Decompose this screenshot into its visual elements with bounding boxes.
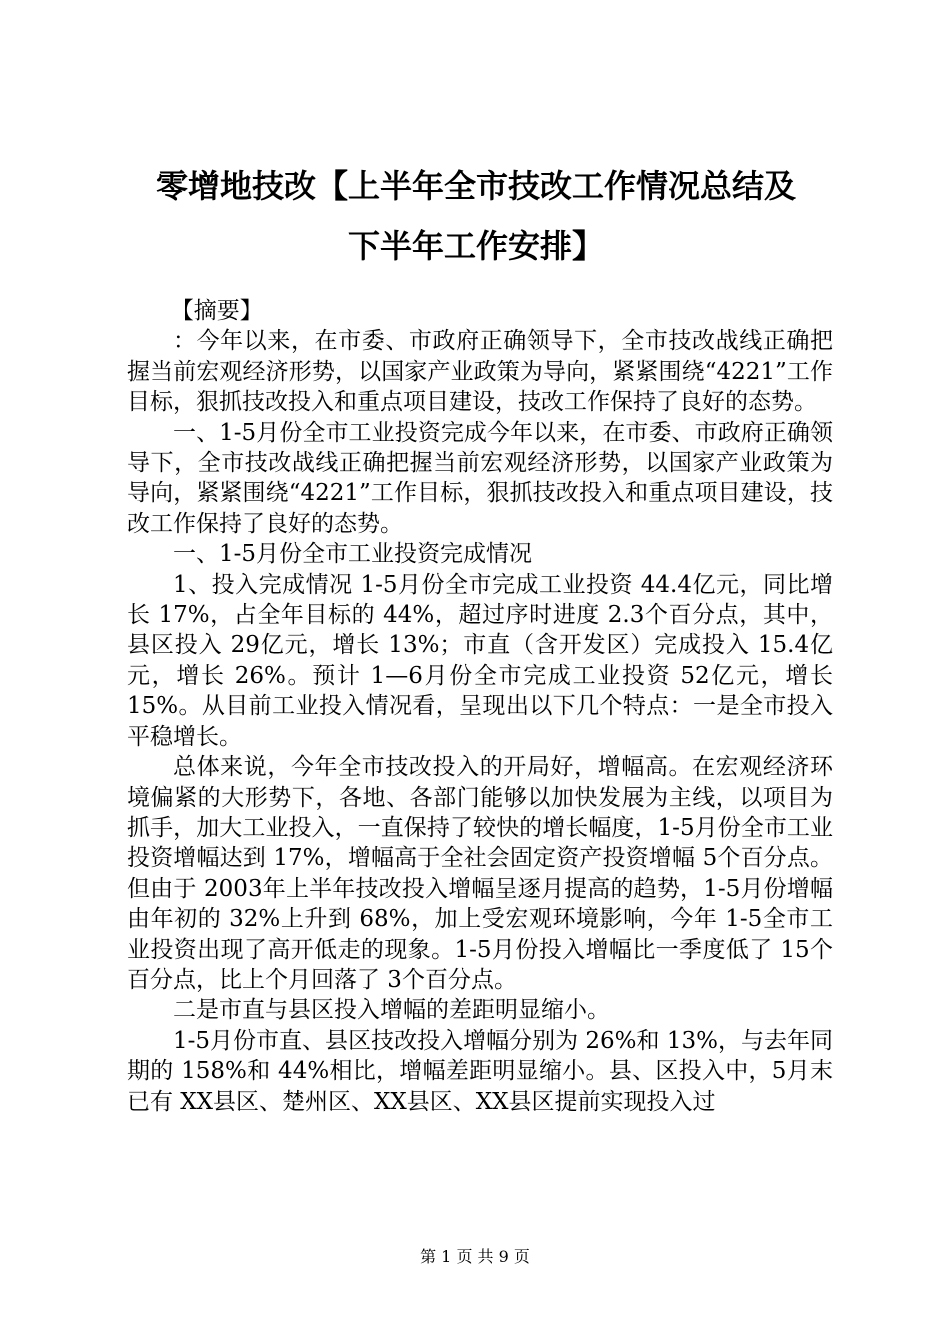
- paragraph: 1-5月份市直、县区技改投入增幅分别为 26%和 13%，与去年同期的 158%和 44%相比，增幅差距明显缩小。县、区投入中，5月末已有 XX县区、楚州区、XX县区、XX县区提前实现投入过: [127, 1027, 833, 1115]
- paragraph: 二是市直与县区投入增幅的差距明显缩小。: [173, 997, 610, 1024]
- title-line-1: 零增地技改【上半年全市技改工作情况总结及: [155, 167, 796, 205]
- paragraph: 1、投入完成情况 1-5月份全市完成工业投资 44.4亿元，同比增长 17%，占全年目标的 44%，超过序时进度 2.3个百分点，其中，县区投入 29亿元，增长 13%；市直（含开发区）完成投入 15.4亿元，增长 26%。预计 1—6月份全市完成工业投资 52亿元，增长 15%。从目前工业投入情况看，呈现出以下几个特点：一是全市投入平稳增长。: [127, 571, 833, 750]
- section-heading: 一、1-5月份全市工业投资完成情况: [173, 541, 533, 568]
- page-footer: 第 1 页 共 9 页: [420, 1247, 530, 1266]
- paragraph-abstract: ：今年以来，在市委、市政府正确领导下，全市技改战线正确把握当前宏观经济形势，以国家产业政策为导向，紧紧围绕“4221”工作目标，狠抓技改投入和重点项目建设，技改工作保持了良好的态势。: [127, 328, 833, 416]
- title-line-2: 下半年工作安排】: [347, 227, 604, 265]
- document-body: [127, 296, 833, 1117]
- document-title: [120, 156, 832, 276]
- abstract-label: 【摘要】: [170, 298, 263, 324]
- paragraph: 总体来说，今年全市技改投入的开局好，增幅高。在宏观经济环境偏紧的大形势下，各地、各部门能够以加快发展为主线，以项目为抓手，加大工业投入，一直保持了较快的增长幅度，1-5月份全市工业投资增幅达到 17%，增幅高于全社会固定资产投资增幅 5个百分点。但由于 2003年上半年技改投入增幅呈逐月提高的趋势，1-5月份增幅由年初的 32%上升到 68%，加上受宏观环境影响，今年 1-5全市工业投资出现了高开低走的现象。1-5月份投入增幅比一季度低了 15个百分点，比上个月回落了 3个百分点。: [127, 754, 833, 993]
- paragraph: 一、1-5月份全市工业投资完成今年以来，在市委、市政府正确领导下，全市技改战线正确把握当前宏观经济形势，以国家产业政策为导向，紧紧围绕“4221”工作目标，狠抓技改投入和重点项目建设，技改工作保持了良好的态势。: [127, 419, 833, 537]
